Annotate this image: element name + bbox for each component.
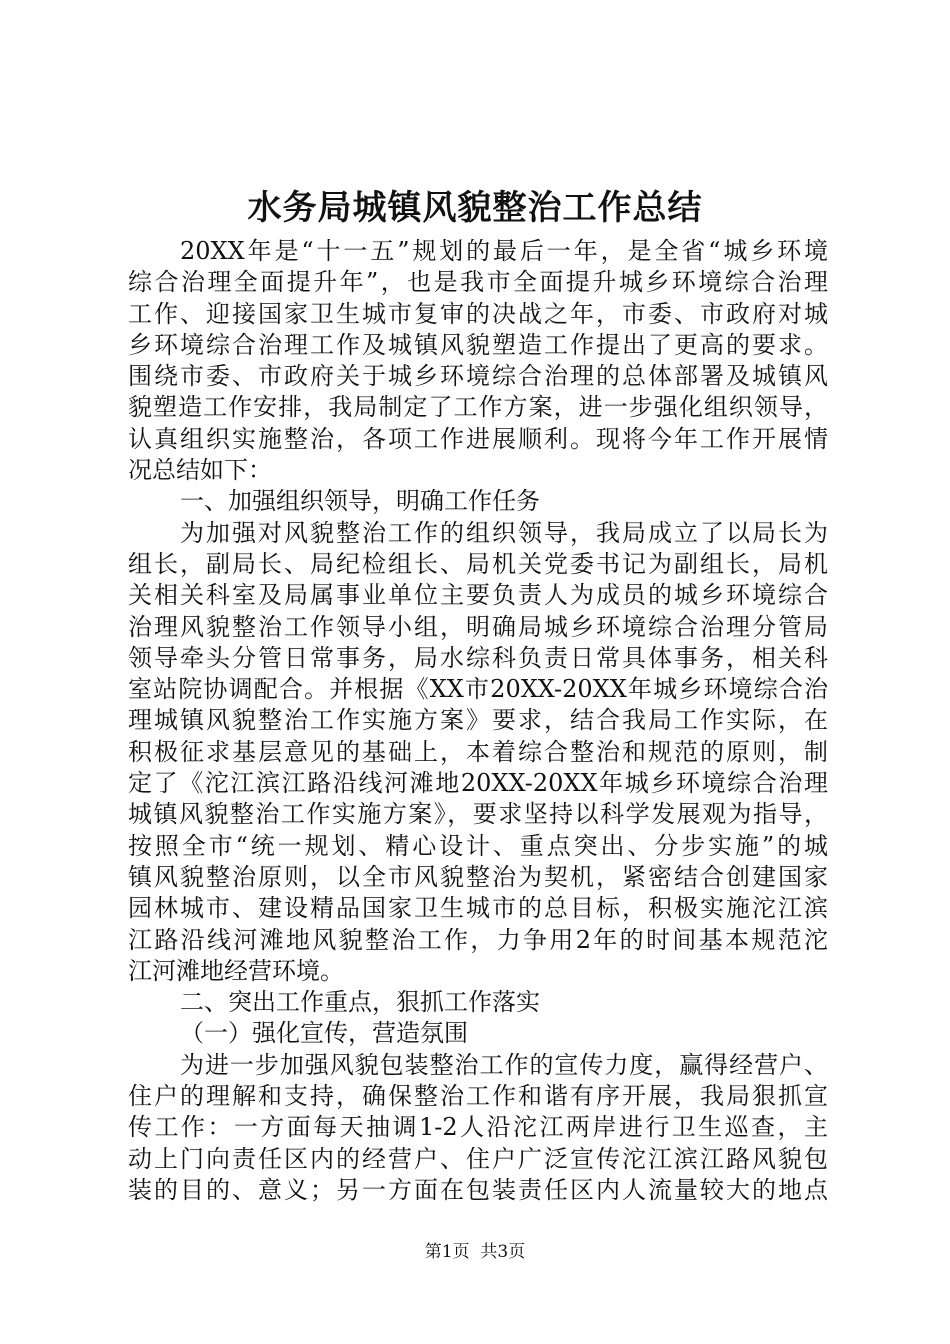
paragraph-line: 城镇风貌整治工作实施方案》，要求坚持以科学发展观为指导， bbox=[128, 800, 828, 829]
paragraph-line: 积极征求基层意见的基础上，本着综合整治和规范的原则，制 bbox=[128, 737, 828, 766]
paragraph-line: 关相关科室及局属事业单位主要负责人为成员的城乡环境综合 bbox=[128, 581, 828, 610]
paragraph-line: 为加强对风貌整治工作的组织领导，我局成立了以局长为 bbox=[180, 518, 828, 547]
paragraph-line: 貌塑造工作安排，我局制定了工作方案，进一步强化组织领导， bbox=[128, 393, 828, 422]
paragraph-line: 乡环境综合治理工作及城镇风貌塑造工作提出了更高的要求。 bbox=[128, 330, 828, 359]
paragraph-line: 工作、迎接国家卫生城市复审的决战之年，市委、市政府对城 bbox=[128, 299, 828, 328]
paragraph-line: 住户的理解和支持，确保整治工作和谐有序开展，我局狠抓宣 bbox=[128, 1082, 828, 1111]
document-title: 水务局城镇风貌整治工作总结 bbox=[247, 188, 703, 228]
paragraph-line: 况总结如下： bbox=[128, 456, 272, 485]
paragraph-line: 理城镇风貌整治工作实施方案》要求，结合我局工作实际，在 bbox=[128, 706, 828, 735]
paragraph-line: 室站院协调配合。并根据《XX市20XX-20XX年城乡环境综合治 bbox=[128, 675, 828, 704]
paragraph-line: 定了《沱江滨江路沿线河滩地20XX-20XX年城乡环境综合治理 bbox=[128, 769, 828, 798]
paragraph-line: 治理风貌整治工作领导小组，明确局城乡环境综合治理分管局 bbox=[128, 612, 828, 641]
section-heading-line: （一）强化宣传，营造氛围 bbox=[180, 1019, 468, 1048]
section-heading-line: 二、突出工作重点，狠抓工作落实 bbox=[180, 988, 540, 1017]
paragraph-line: 镇风貌整治原则，以全市风貌整治为契机，紧密结合创建国家 bbox=[128, 862, 828, 891]
paragraph-line: 20XX年是“十一五”规划的最后一年，是全省“城乡环境 bbox=[180, 237, 828, 265]
paragraph-line: 围绕市委、市政府关于城乡环境综合治理的总体部署及城镇风 bbox=[128, 362, 828, 391]
paragraph-line: 动上门向责任区内的经营户、住户广泛宣传沱江滨江路风貌包 bbox=[128, 1144, 828, 1173]
page-footer: 第1页 共3页 bbox=[424, 1242, 526, 1262]
paragraph-line: 装的目的、意义；另一方面在包装责任区内人流量较大的地点 bbox=[128, 1175, 828, 1204]
paragraph-line: 江河滩地经营环境。 bbox=[128, 956, 344, 985]
paragraph-line: 为进一步加强风貌包装整治工作的宣传力度，赢得经营户、 bbox=[180, 1050, 828, 1079]
paragraph-line: 组长，副局长、局纪检组长、局机关党委书记为副组长，局机 bbox=[128, 549, 828, 578]
section-heading-line: 一、加强组织领导，明确工作任务 bbox=[180, 487, 540, 516]
paragraph-line: 传工作：一方面每天抽调1-2人沿沱江两岸进行卫生巡查，主 bbox=[128, 1113, 828, 1142]
paragraph-line: 园林城市、建设精品国家卫生城市的总目标，积极实施沱江滨 bbox=[128, 894, 828, 923]
paragraph-line: 领导牵头分管日常事务，局水综科负责日常具体事务，相关科 bbox=[128, 643, 828, 672]
paragraph-line: 认真组织实施整治，各项工作进展顺利。现将今年工作开展情 bbox=[128, 424, 828, 453]
paragraph-line: 江路沿线河滩地风貌整治工作，力争用2年的时间基本规范沱 bbox=[128, 925, 828, 954]
paragraph-line: 综合治理全面提升年”，也是我市全面提升城乡环境综合治理 bbox=[128, 268, 828, 297]
document-body bbox=[128, 236, 828, 1206]
paragraph-line: 按照全市“统一规划、精心设计、重点突出、分步实施”的城 bbox=[128, 831, 828, 860]
